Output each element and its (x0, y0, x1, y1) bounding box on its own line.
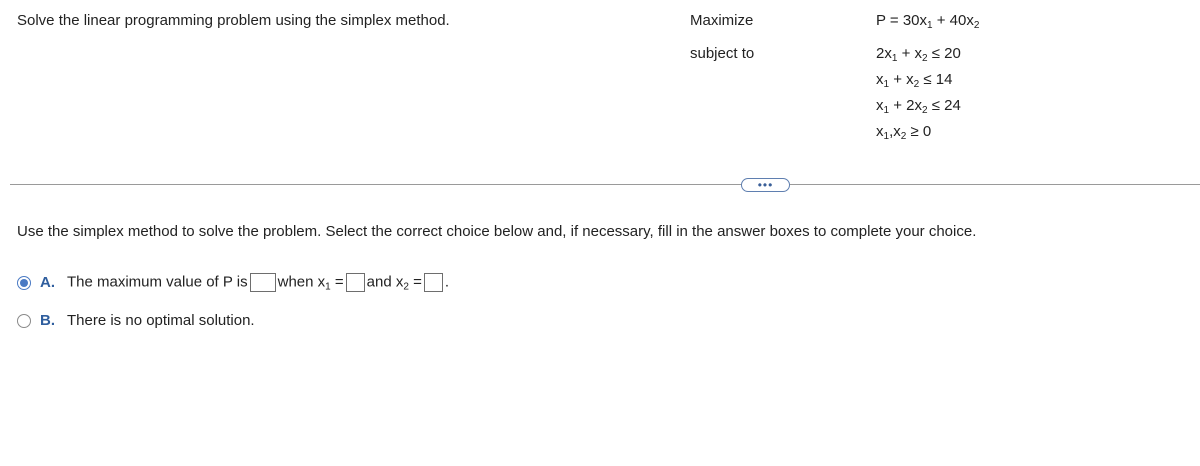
instructions-text: Use the simplex method to solve the problem. Select the correct choice below and, if necessary, fill in the answer boxes to complete your choice. (17, 223, 977, 240)
problem-prompt: Solve the linear programming problem using the simplex method. (17, 12, 450, 29)
choice-a[interactable] (17, 273, 449, 292)
x1-answer-box[interactable] (346, 273, 365, 292)
radio-b[interactable] (17, 314, 31, 328)
choice-b-text: There is no optimal solution. (67, 312, 255, 329)
radio-selected-dot (20, 279, 28, 287)
x2-answer-box[interactable] (424, 273, 443, 292)
radio-a[interactable] (17, 276, 31, 290)
objective-function: $P = 30x_1 + 40x_2$ (876, 12, 980, 31)
choice-a-letter: A. (40, 274, 55, 292)
max-value-answer-box[interactable] (250, 273, 276, 292)
choice-b-letter: B. (40, 312, 55, 329)
constraint-3: $x_1 + 2x_2 \le 24$ (876, 97, 961, 116)
maximize-label: Maximize (690, 12, 754, 29)
choice-b[interactable] (17, 312, 255, 329)
choice-a-text: The maximum value of P is when $x_1$ = and $x_2$ = . (67, 273, 450, 293)
constraint-2: $x_1 + x_2 \le 14$ (876, 71, 953, 90)
section-divider (10, 184, 1200, 185)
constraint-1: $2x_1 + x_2 \le 20$ (876, 45, 961, 64)
more-button[interactable]: ••• (741, 178, 790, 192)
subject-to-label: subject to (690, 45, 755, 62)
constraint-nonnegativity: $x_1,x_2 \ge 0$ (876, 123, 932, 142)
